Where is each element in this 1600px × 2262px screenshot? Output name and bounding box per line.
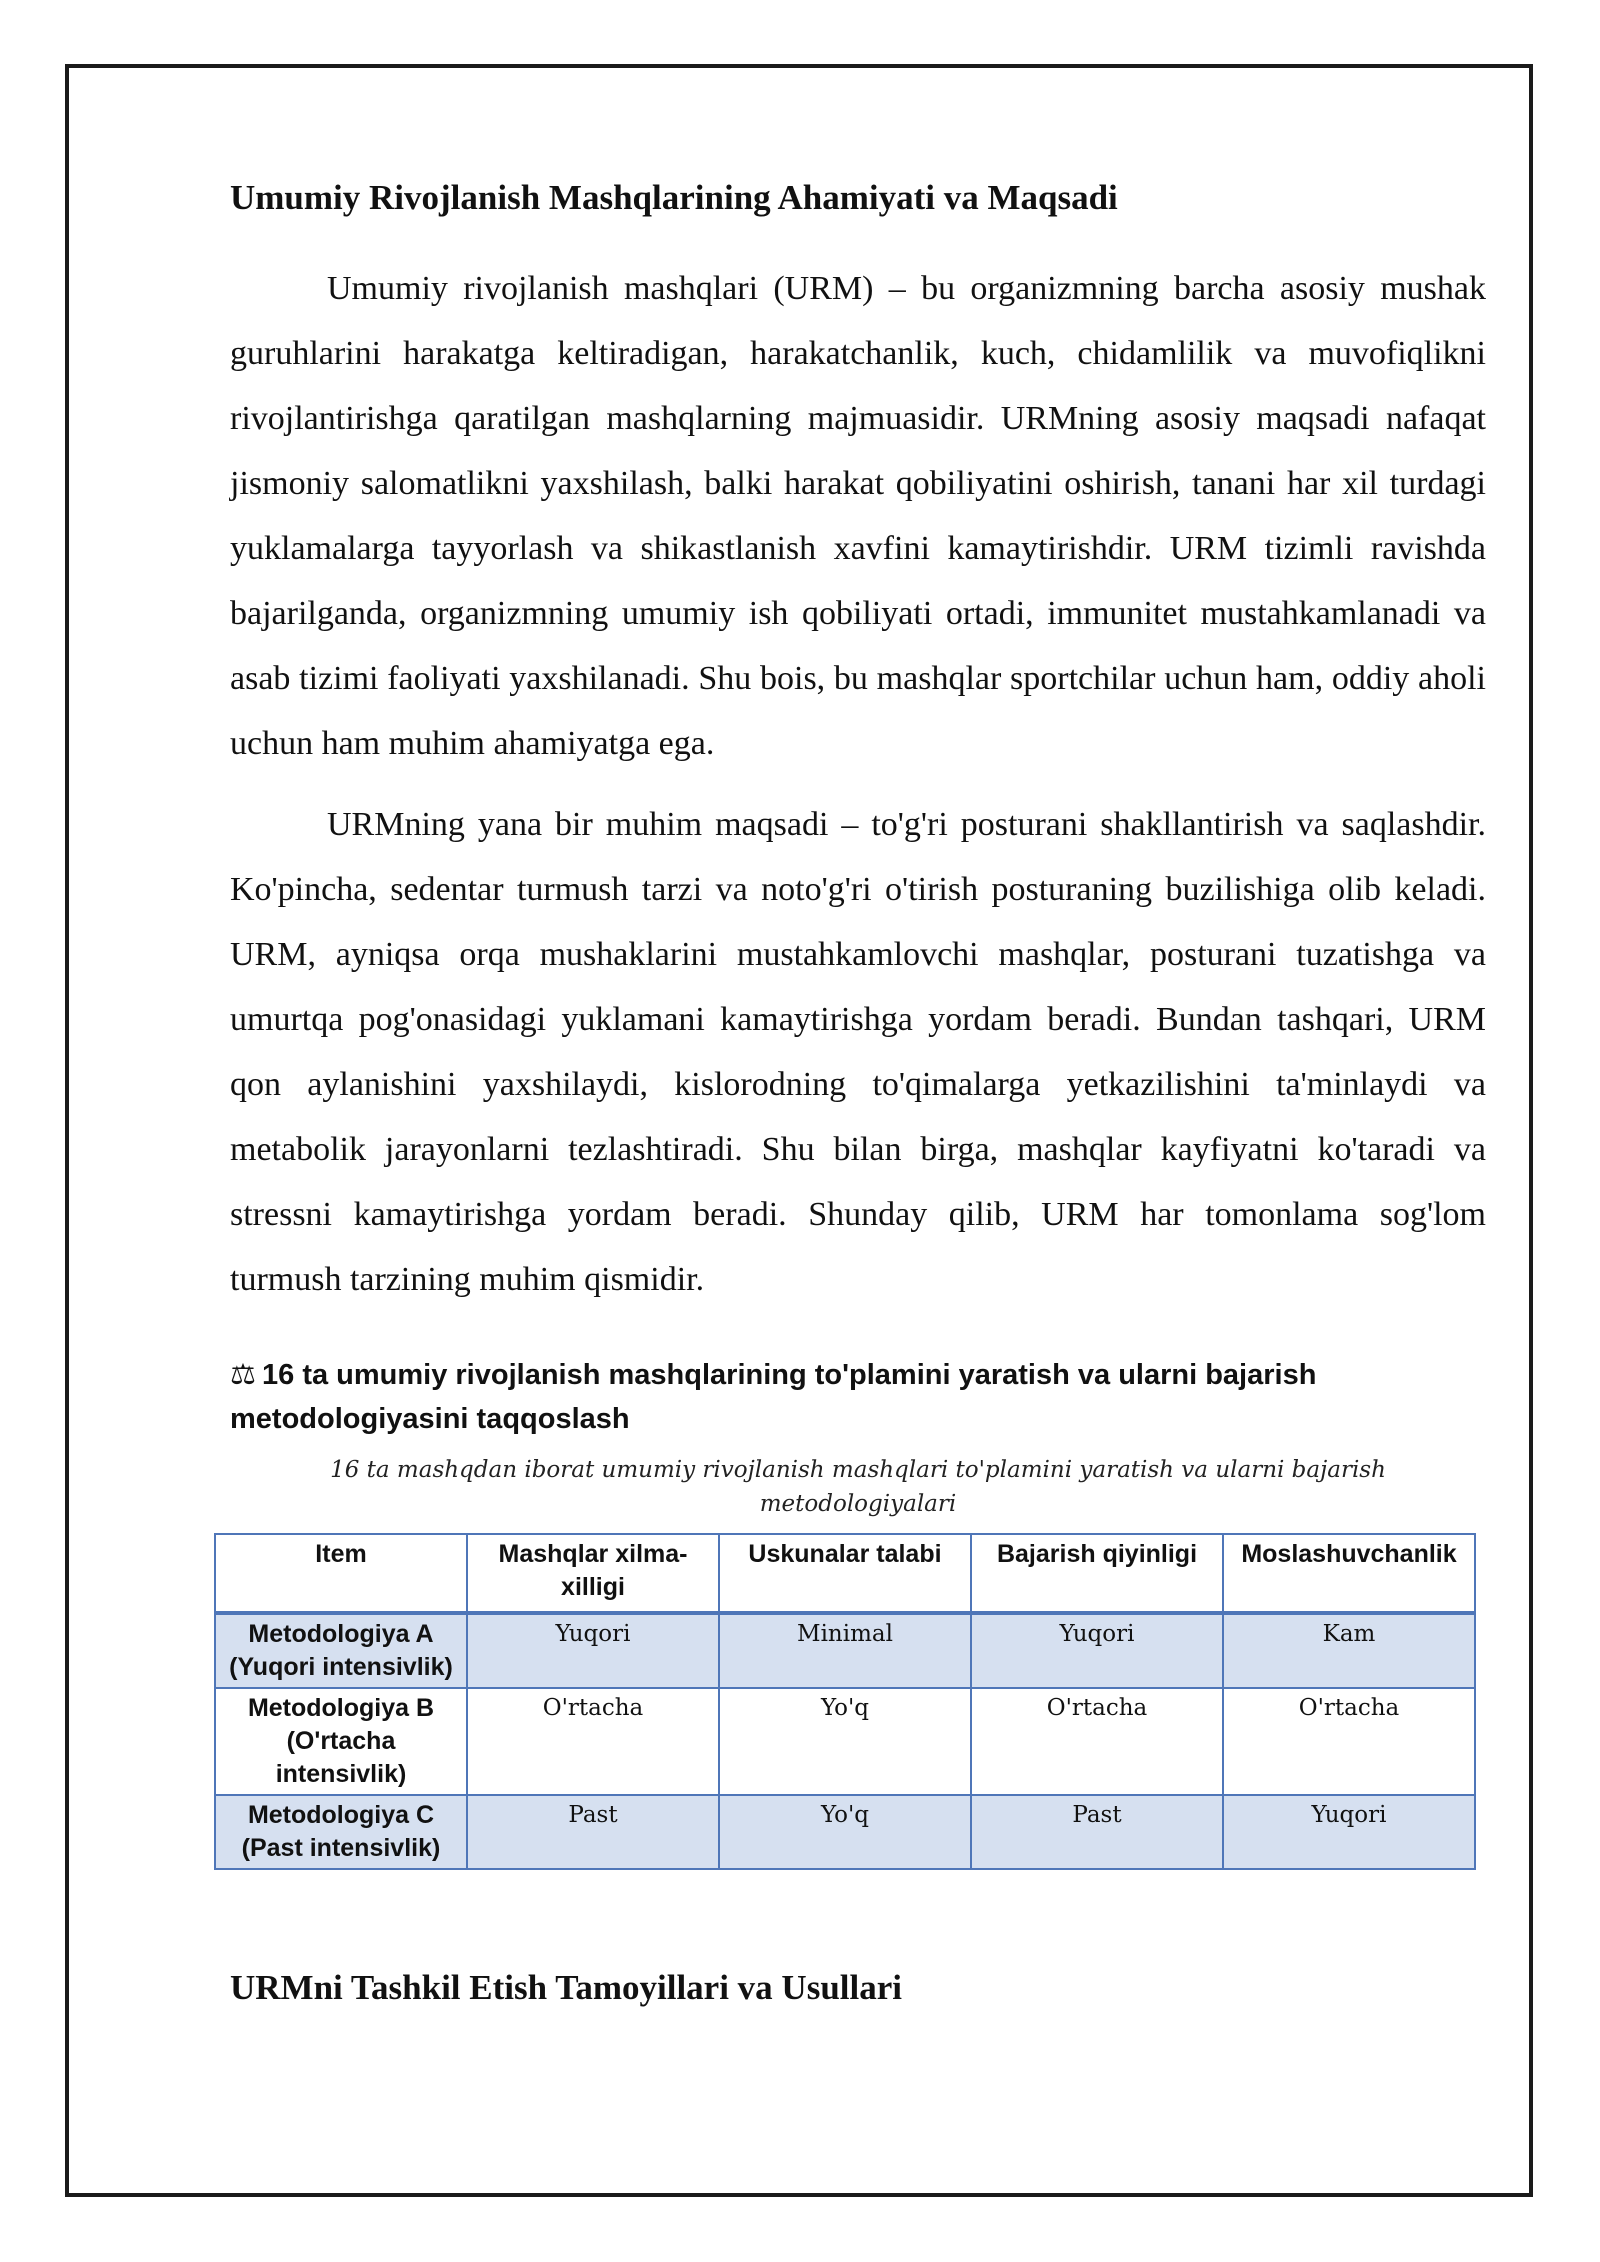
table-cell: O'rtacha xyxy=(467,1688,719,1795)
table-cell: Yuqori xyxy=(467,1613,719,1688)
scales-icon: ⚖ xyxy=(230,1357,256,1391)
column-header: Bajarish qiyinligi xyxy=(971,1534,1223,1613)
table-cell: O'rtacha xyxy=(971,1688,1223,1795)
table-cell: Kam xyxy=(1223,1613,1475,1688)
row-header: Metodologiya B (O'rtacha intensivlik) xyxy=(215,1688,467,1795)
column-header: Moslashuvchanlik xyxy=(1223,1534,1475,1613)
table-cell: Yuqori xyxy=(1223,1795,1475,1869)
table-cell: Yuqori xyxy=(971,1613,1223,1688)
section-heading-2: URMni Tashkil Etish Tamoyillari va Usullari xyxy=(230,1968,902,2007)
paragraph-2: URMning yana bir muhim maqsadi – to'g'ri posturani shakllantirish va saqlashdir. Ko'pincha, sedentar turmush tarzi va noto'g'ri o'tirish posturaning buzilishiga olib keladi. URM, ayniqsa orqa mushaklarini mustahkamlovchi mashqlar, posturani tuzatishga va umurtqa pog'onasidagi yuklamani kamaytirishga yordam beradi. Bundan tashqari, URM qon aylanishini yaxshilaydi, kislorodning to'qimalarga yetkazilishini ta'minlaydi va metabolik jarayonlarni tezlashtiradi. Shu bilan birga, mashqlar kayfiyatni ko'taradi va stressni kamaytirishga yordam beradi. Shunday qilib, URM har tomonlama sog'lom turmush tarzining muhim qismidir. xyxy=(230,806,1486,1298)
row-header: Metodologiya A (Yuqori intensivlik) xyxy=(215,1613,467,1688)
table-cell: Past xyxy=(971,1795,1223,1869)
document-content xyxy=(230,170,1486,2016)
comparison-title xyxy=(230,1352,1486,1441)
table-cell: Yo'q xyxy=(719,1688,971,1795)
table-row xyxy=(215,1795,1475,1869)
table-caption: 16 ta mashqdan iborat umumiy rivojlanish mashqlari to'plamini yaratish va ularni bajarish metodologiyalari xyxy=(330,1457,1386,1517)
table-header-row xyxy=(215,1534,1475,1613)
column-header: Mashqlar xilma-xilligi xyxy=(467,1534,719,1613)
table-cell: O'rtacha xyxy=(1223,1688,1475,1795)
table-cell: Minimal xyxy=(719,1613,971,1688)
paragraph-1: Umumiy rivojlanish mashqlari (URM) – bu organizmning barcha asosiy mushak guruhlarini harakatga keltiradigan, harakatchanlik, kuch, chidamlilik va muvofiqlikni rivojlantirishga qaratilgan mashqlarning majmuasidir. URMning asosiy maqsadi nafaqat jismoniy salomatlikni yaxshilash, balki harakat qobiliyatini oshirish, tanani har xil turdagi yuklamalarga tayyorlash va shikastlanish xavfini kamaytirishdir. URM tizimli ravishda bajarilganda, organizmning umumiy ish qobiliyati ortadi, immunitet mustahkamlanadi va asab tizimi faoliyati yaxshilanadi. Shu bois, bu mashqlar sportchilar uchun ham, oddiy aholi uchun ham muhim ahamiyatga ega. xyxy=(230,270,1486,762)
comparison-title-text: 16 ta umumiy rivojlanish mashqlarining to'plamini yaratish va ularni bajarish metodologiyasini taqqoslash xyxy=(230,1359,1317,1435)
table-cell: Past xyxy=(467,1795,719,1869)
column-header: Uskunalar talabi xyxy=(719,1534,971,1613)
table-cell: Yo'q xyxy=(719,1795,971,1869)
column-header: Item xyxy=(215,1534,467,1613)
section-heading: Umumiy Rivojlanish Mashqlarining Ahamiyati va Maqsadi xyxy=(230,178,1118,217)
comparison-table xyxy=(214,1533,1476,1870)
table-row xyxy=(215,1613,1475,1688)
table-row xyxy=(215,1688,1475,1795)
row-header: Metodologiya C (Past intensivlik) xyxy=(215,1795,467,1869)
